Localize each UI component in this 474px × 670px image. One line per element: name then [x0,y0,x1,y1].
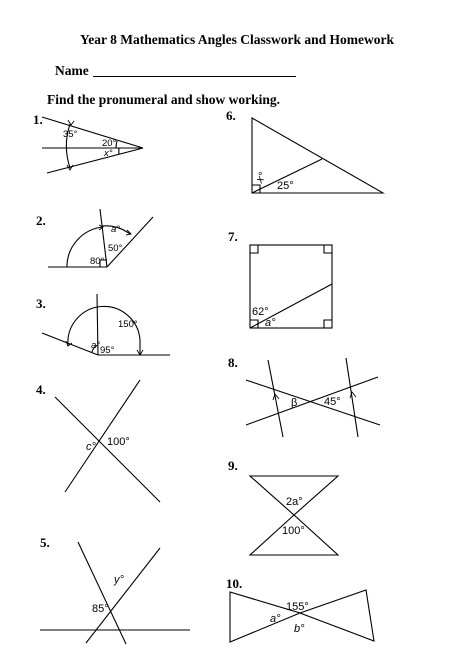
q10-label-b: b° [294,623,305,635]
q8-diagram [246,358,380,437]
q2-label-a: a° [111,224,121,235]
q9-diagram [250,476,338,555]
question-9-number: 9. [228,458,238,473]
q1-label-35: 35° [63,129,78,140]
instructions: Find the pronumeral and show working. [47,92,281,107]
q9-label-2a: 2a° [286,496,303,508]
question-2-number: 2. [36,213,46,228]
q1-label-x: x° [104,148,113,159]
q3-label-95: 95° [100,345,115,356]
q3-label-a: a° [91,340,101,351]
q5-label-y: y° [114,574,124,586]
q7-label-a: a° [265,317,276,329]
q5-label-85: 85° [92,603,109,615]
q4-label-100: 100° [107,436,130,448]
q2-label-50: 50° [108,243,123,254]
question-4-number: 4. [36,382,46,397]
question-7-number: 7. [228,229,238,244]
q2-label-80: 80° [90,256,105,267]
q3-label-150: 150° [118,319,138,330]
question-5-number: 5. [40,535,50,550]
q4-label-c: c° [86,441,96,453]
question-10-number: 10. [226,576,243,591]
question-8-number: 8. [228,355,238,370]
q6-label-x: x° [253,170,270,185]
worksheet-title: Year 8 Mathematics Angles Classwork and Homework [80,32,394,47]
q1-diagram [42,117,143,173]
q5-diagram [40,542,190,644]
q8-label-beta: β [291,397,298,409]
q6-label-25: 25° [277,180,294,192]
q6-diagram [252,118,383,193]
q9-label-100: 100° [282,525,305,537]
q1-label-20: 20° [102,138,117,149]
name-label: Name [55,63,89,78]
q8-label-45: 45° [324,396,341,408]
question-3-number: 3. [36,296,46,311]
question-1-number: 1. [33,112,43,127]
q10-label-155: 155° [286,601,309,613]
question-6-number: 6. [226,108,236,123]
q7-label-62: 62° [252,306,269,318]
q10-label-a: a° [270,613,281,625]
